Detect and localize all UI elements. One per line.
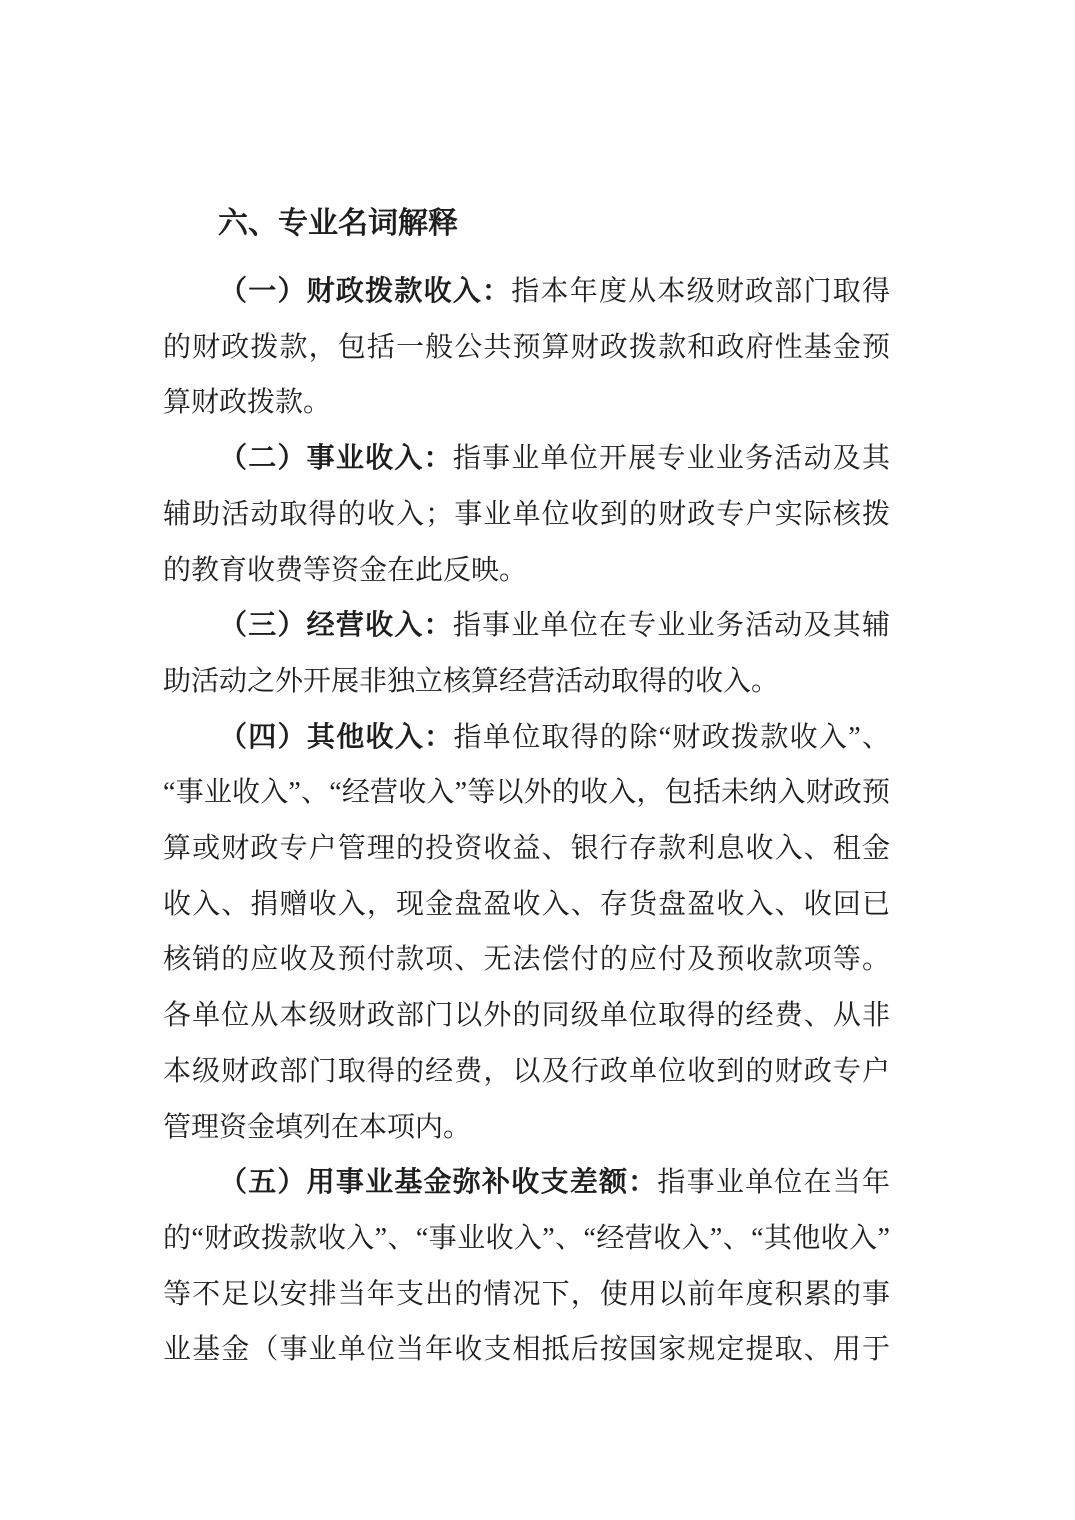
text-line: 辅助活动取得的收入；事业单位收到的财政专户实际核拨: [163, 498, 890, 530]
term-lead: （四）其他收入：: [219, 721, 454, 753]
text-line: （二）事业收入：指事业单位开展专业业务活动及其: [219, 443, 890, 475]
term-lead: （一）财政拨款收入：: [219, 276, 512, 307]
text-line: 的财政拨款，包括一般公共预算财政拨款和政府性基金预: [163, 331, 890, 363]
paragraph-list: [163, 264, 890, 1378]
section-heading: 六、专业名词解释: [218, 207, 458, 240]
term-lead: （三）经营收入：: [219, 610, 453, 642]
text-line: 算或财政专户管理的投资收益、银行存款利息收入、租金: [163, 833, 890, 865]
text-line: 等不足以安排当年支出的情况下，使用以前年度积累的事: [163, 1278, 890, 1310]
text-line: （三）经营收入：指事业单位在专业业务活动及其辅: [219, 610, 890, 642]
text-line: 业基金（事业单位当年收支相抵后按国家规定提取、用于: [163, 1334, 890, 1366]
text-line: 各单位从本级财政部门以外的同级单位取得的经费、从非: [163, 1000, 890, 1032]
term-lead: （二）事业收入：: [219, 443, 453, 475]
text-line: （一）财政拨款收入：指本年度从本级财政部门取得: [219, 276, 890, 307]
term-lead: （五）用事业基金弥补收支差额：: [219, 1167, 658, 1199]
text-line: “事业收入”、“经营收入”等以外的收入，包括未纳入财政预: [163, 777, 890, 809]
text-line: （四）其他收入：指单位取得的除“财政拨款收入”、: [219, 721, 890, 753]
text-line: 的“财政拨款收入”、“事业收入”、“经营收入”、“其他收入”: [163, 1222, 890, 1254]
text-line: 算财政拨款。: [163, 387, 332, 419]
text-line: 本级财政部门取得的经费，以及行政单位收到的财政专户: [163, 1055, 890, 1087]
text-line: 收入、捐赠收入，现金盘盈收入、存货盘盈收入、收回已: [163, 888, 890, 920]
text-line: 助活动之外开展非独立核算经营活动取得的收入。: [163, 665, 780, 697]
text-line: 核销的应收及预付款项、无法偿付的应付及预收款项等。: [163, 944, 890, 976]
text-line: 的教育收费等资金在此反映。: [163, 554, 528, 586]
text-line: 管理资金填列在本项内。: [163, 1111, 472, 1143]
text-line: （五）用事业基金弥补收支差额：指事业单位在当年: [219, 1167, 890, 1199]
